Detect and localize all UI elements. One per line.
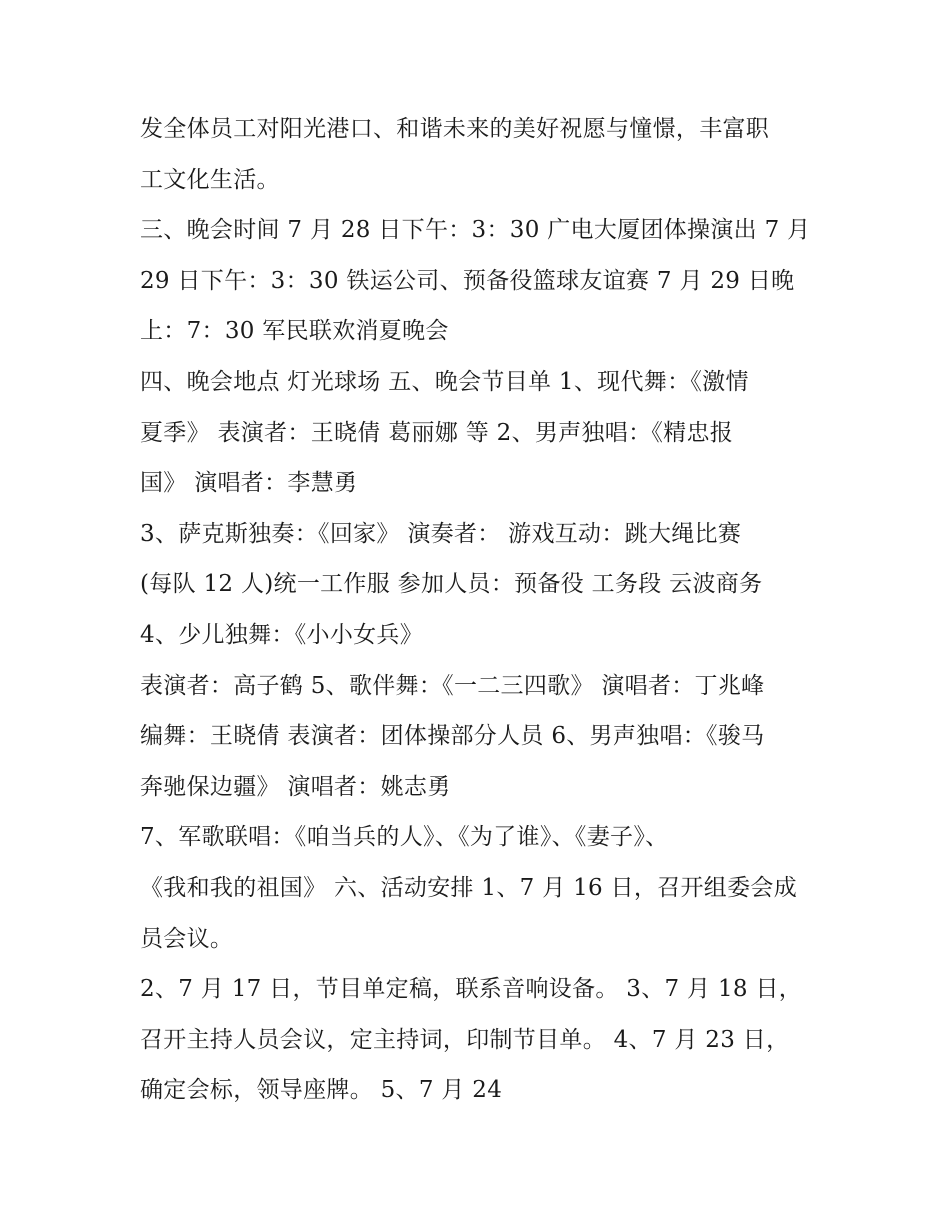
text-line: 编舞：王晓倩 表演者：团体操部分人员 6、男声独唱：《骏马 bbox=[140, 723, 765, 750]
text-line: 发全体员工对阳光港口、和谐未来的美好祝愿与憧憬，丰富职 bbox=[140, 116, 770, 142]
text-line: 四、晚会地点 灯光球场 五、晚会节目单 1、现代舞：《激情 bbox=[140, 368, 749, 395]
text-line: 7、军歌联唱：《咱当兵的人》、《为了谁》、《妻子》、 bbox=[140, 824, 669, 851]
text-line: 奔驰保边疆》 演唱者：姚志勇 bbox=[140, 773, 451, 800]
text-line: 上：7：30 军民联欢消夏晚会 bbox=[140, 318, 449, 345]
text-line: 员会议。 bbox=[140, 925, 234, 952]
text-line: 《我和我的祖国》 六、活动安排 1、7 月 16 日，召开组委会成 bbox=[140, 874, 797, 901]
text-line: 29 日下午：3：30 铁运公司、预备役篮球友谊赛 7 月 29 日晚 bbox=[140, 267, 795, 294]
text-line: 4、少儿独舞：《小小女兵》 bbox=[140, 621, 424, 648]
text-line: 3、萨克斯独奏：《回家》 演奏者： 游戏互动：跳大绳比赛 bbox=[140, 520, 742, 547]
text-line: 确定会标，领导座牌。 5、7 月 24 bbox=[140, 1077, 503, 1104]
text-line: 三、晚会时间 7 月 28 日下午：3：30 广电大厦团体操演出 7 月 bbox=[140, 217, 811, 244]
text-line: 国》 演唱者：李慧勇 bbox=[140, 470, 358, 497]
text-line: 夏季》 表演者：王晓倩 葛丽娜 等 2、男声独唱：《精忠报 bbox=[140, 419, 734, 446]
text-line: (每队 12 人)统一工作服 参加人员：预备役 工务段 云波商务 bbox=[140, 571, 763, 598]
text-line: 表演者：高子鹤 5、歌伴舞：《一二三四歌》 演唱者：丁兆峰 bbox=[140, 672, 765, 699]
text-line: 工文化生活。 bbox=[140, 166, 280, 193]
text-line: 2、7 月 17 日，节目单定稿，联系音响设备。 3、7 月 18 日， bbox=[140, 976, 803, 1003]
text-line: 召开主持人员会议，定主持词，印制节目单。 4、7 月 23 日， bbox=[140, 1026, 790, 1053]
document-body bbox=[140, 104, 820, 1116]
